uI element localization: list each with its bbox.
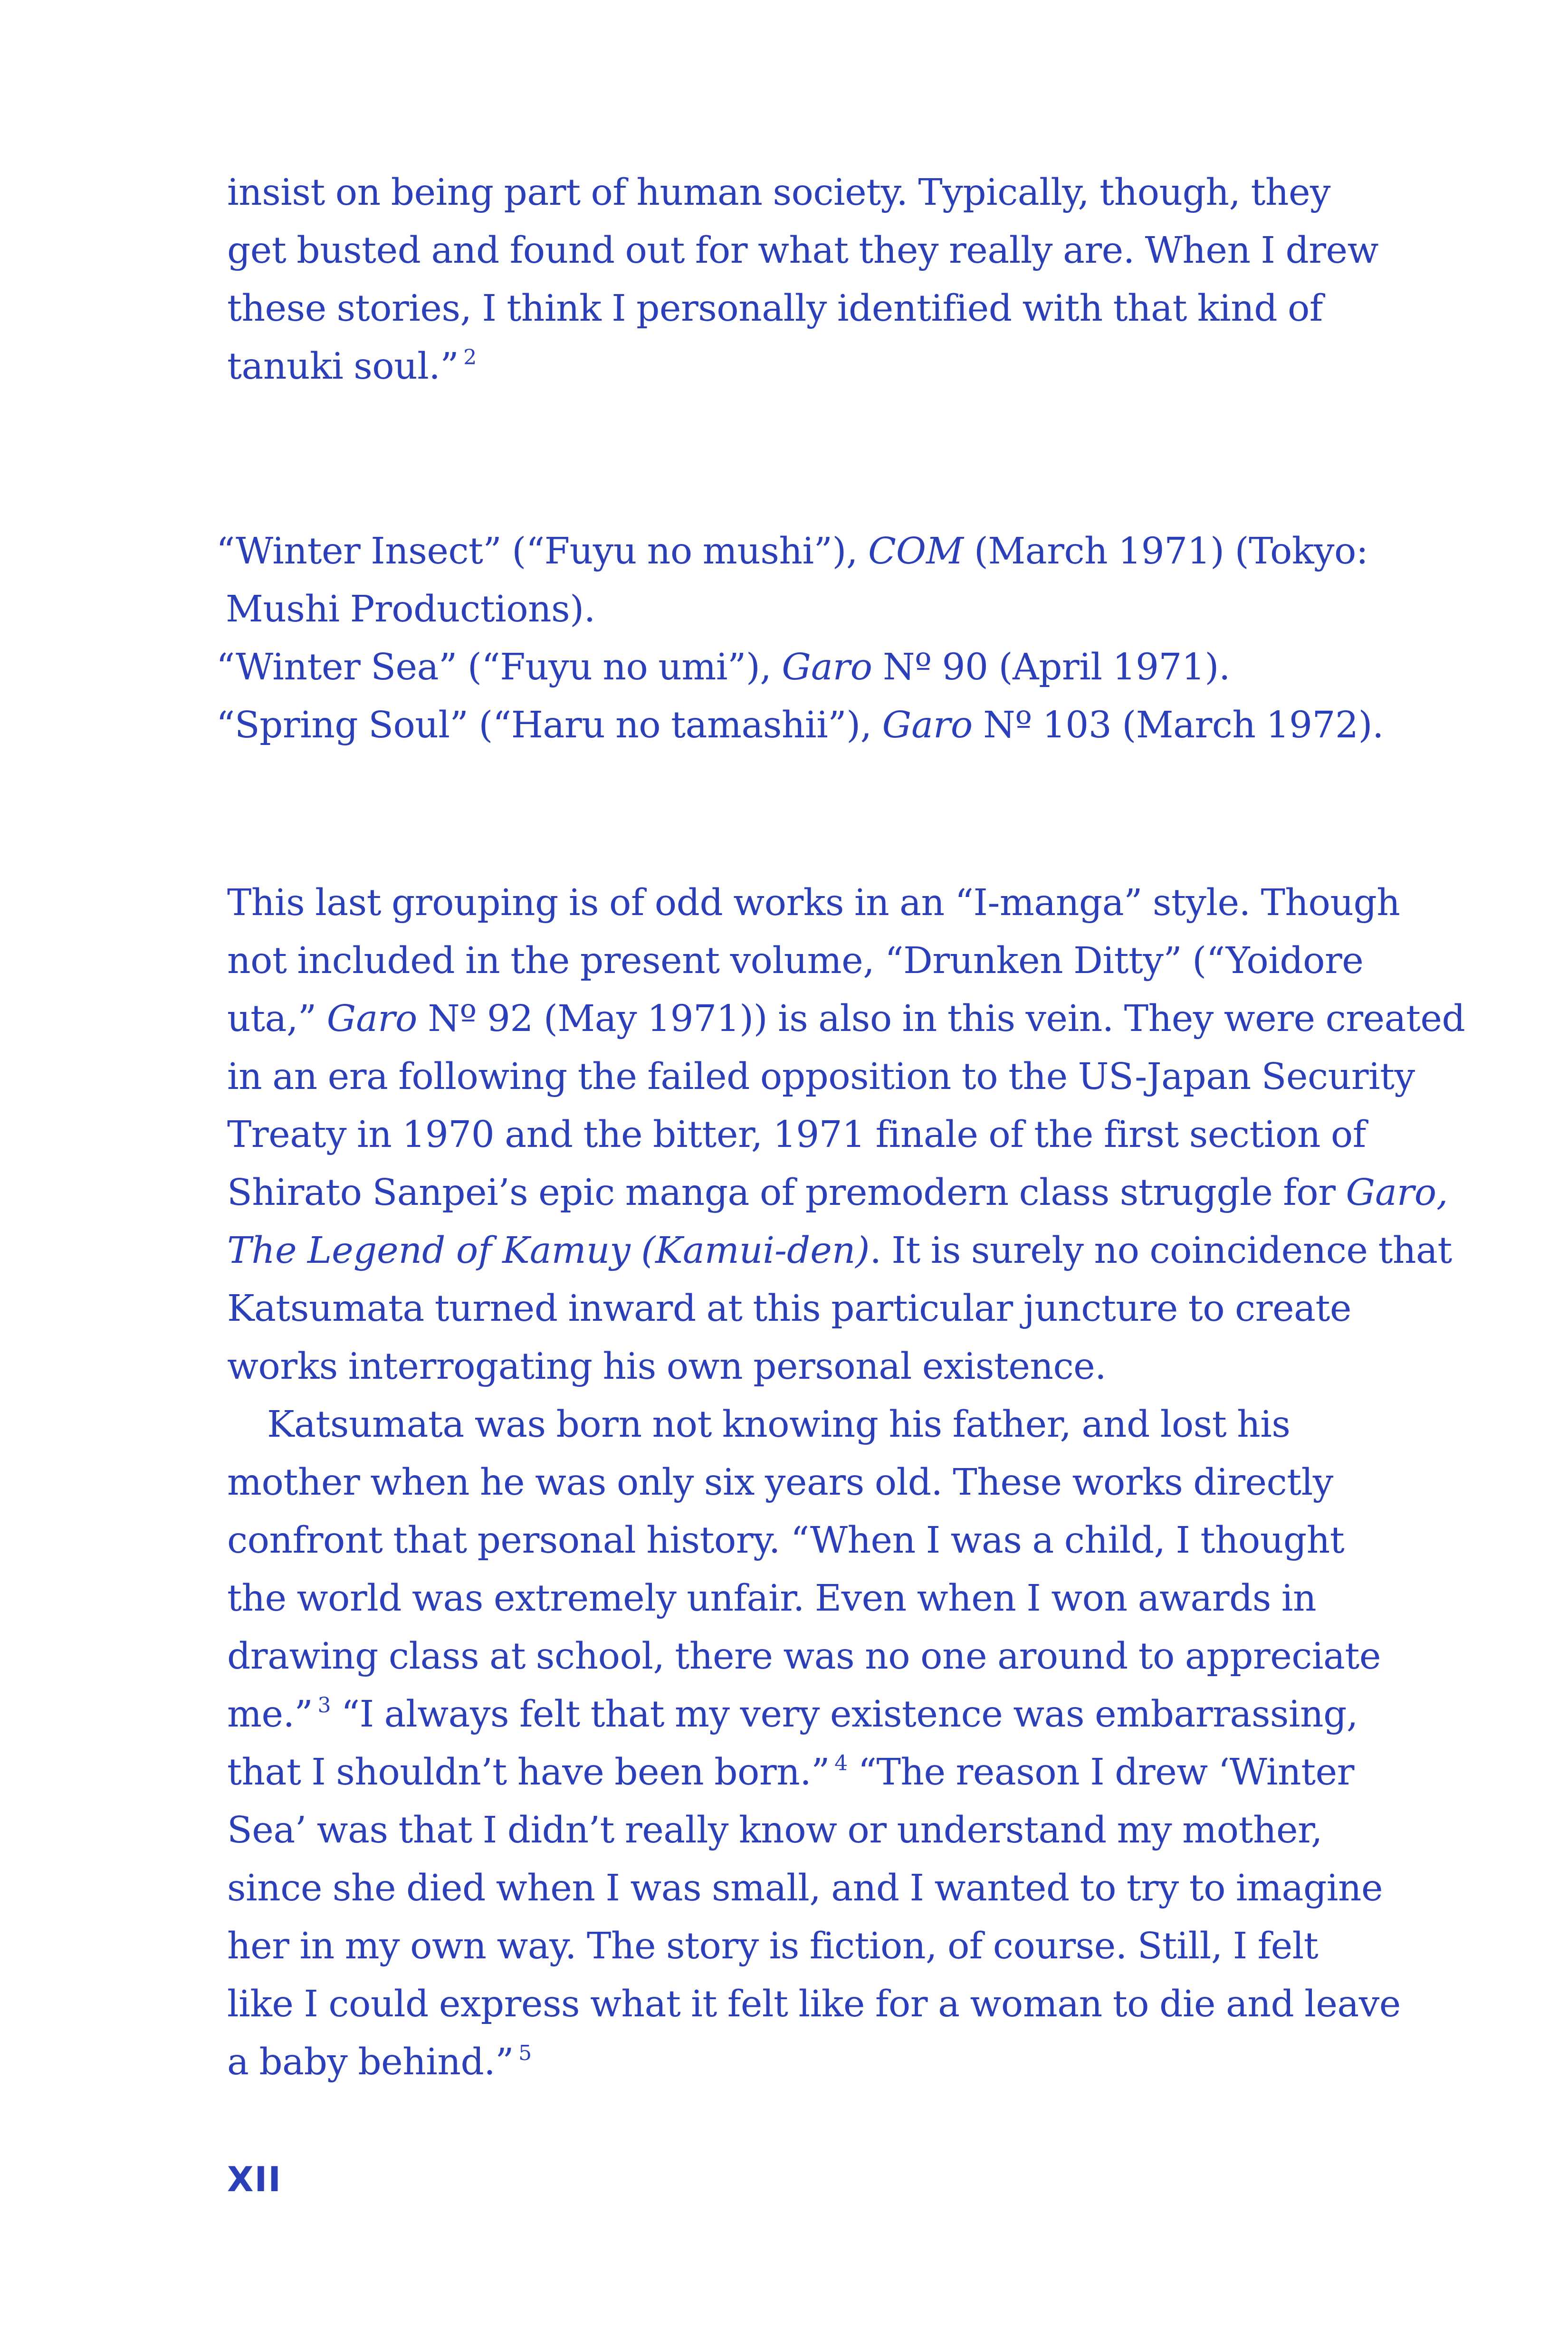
page-number: XII: [227, 2159, 282, 2199]
work-title: The Legend of Kamuy (Kamui-den): [227, 1230, 870, 1272]
credit-entry-winter-sea: [216, 639, 1357, 696]
text-segment: “I always felt that my very existence was embarrassing,: [341, 1693, 1358, 1736]
text-line: [227, 1222, 1452, 1280]
credit-details: Nº 90 (April 1971).: [882, 646, 1230, 688]
publication-name: Garo,: [1346, 1172, 1448, 1214]
text-line: Katsumata was born not knowing his father, and lost his: [267, 1403, 1291, 1446]
credit-entry-winter-insect: [216, 523, 1368, 581]
text-line: [227, 1164, 1448, 1222]
text-line: since she died when I was small, and I wanted to try to imagine: [227, 1867, 1383, 1909]
footnote-marker: 5: [518, 2041, 532, 2065]
text-line: [227, 1744, 1367, 1802]
text-line: Katsumata turned inward at this particular juncture to create: [227, 1288, 1351, 1330]
text-line: mother when he was only six years old. These works directly: [227, 1461, 1333, 1504]
text-line: [227, 990, 1465, 1048]
credit-publication: Garo: [782, 646, 872, 688]
credit-details: Nº 103 (March 1972).: [983, 704, 1384, 746]
text-line: the world was extremely unfair. Even when I won awards in: [227, 1577, 1317, 1620]
footnote-marker: 4: [834, 1751, 848, 1775]
text-line: [227, 338, 1367, 396]
body-text: [227, 874, 1465, 2091]
text-line: [227, 2033, 1367, 2091]
credit-continuation: Mushi Productions).: [226, 588, 595, 630]
credit-title: “Winter Sea” (“Fuyu no umi”),: [216, 646, 772, 688]
text-line: Sea’ was that I didn’t really know or understand my mother,: [227, 1809, 1322, 1851]
text-segment: a baby behind.”: [227, 2041, 514, 2083]
text-line: Treaty in 1970 and the bitter, 1971 finale of the first section of: [227, 1114, 1366, 1156]
text-line: [227, 1686, 1367, 1744]
text-segment: “The reason I drew ‘Winter: [858, 1751, 1354, 1794]
text-line: drawing class at school, there was no one around to appreciate: [227, 1635, 1381, 1678]
text-segment: uta,”: [227, 998, 316, 1040]
text-line: This last grouping is of odd works in an “I-manga” style. Though: [227, 882, 1400, 924]
text-segment: me.”: [227, 1693, 313, 1736]
text-line: like I could express what it felt like for a woman to die and leave: [227, 1983, 1401, 2025]
credit-publication: COM: [868, 530, 964, 572]
intro-quote-paragraph: [227, 164, 1379, 396]
text-line: not included in the present volume, “Drunken Ditty” (“Yoidore: [227, 940, 1364, 982]
text-line: get busted and found out for what they really are. When I drew: [227, 229, 1379, 272]
text-line: her in my own way. The story is fiction, of course. Still, I felt: [227, 1925, 1319, 1967]
publication-credits: [216, 523, 1384, 754]
text-segment: that I shouldn’t have been born.”: [227, 1751, 830, 1794]
text-line: these stories, I think I personally identified with that kind of: [227, 287, 1323, 330]
credit-title: “Spring Soul” (“Haru no tamashii”),: [216, 704, 872, 746]
text-line: works interrogating his own personal existence.: [227, 1345, 1107, 1388]
text-line: in an era following the failed opposition to the US-Japan Security: [227, 1056, 1415, 1098]
publication-name: Garo: [326, 998, 418, 1040]
text-segment: Nº 92 (May 1971)) is also in this vein. They were created: [428, 998, 1465, 1040]
credit-publication: Garo: [882, 704, 973, 746]
text-segment: . It is surely no coincidence that: [870, 1230, 1452, 1272]
credit-details: (March 1971) (Tokyo:: [974, 530, 1368, 572]
text-segment: Shirato Sanpei’s epic manga of premodern class struggle for: [227, 1172, 1336, 1214]
credit-entry-spring-soul: [216, 696, 1384, 754]
text-segment: tanuki soul.”: [227, 345, 459, 388]
credit-title: “Winter Insect” (“Fuyu no mushi”),: [216, 530, 858, 572]
text-line: insist on being part of human society. Typically, though, they: [227, 172, 1331, 214]
text-line: confront that personal history. “When I was a child, I thought: [227, 1519, 1345, 1562]
footnote-marker: 3: [317, 1693, 331, 1717]
footnote-marker: 2: [463, 345, 477, 370]
